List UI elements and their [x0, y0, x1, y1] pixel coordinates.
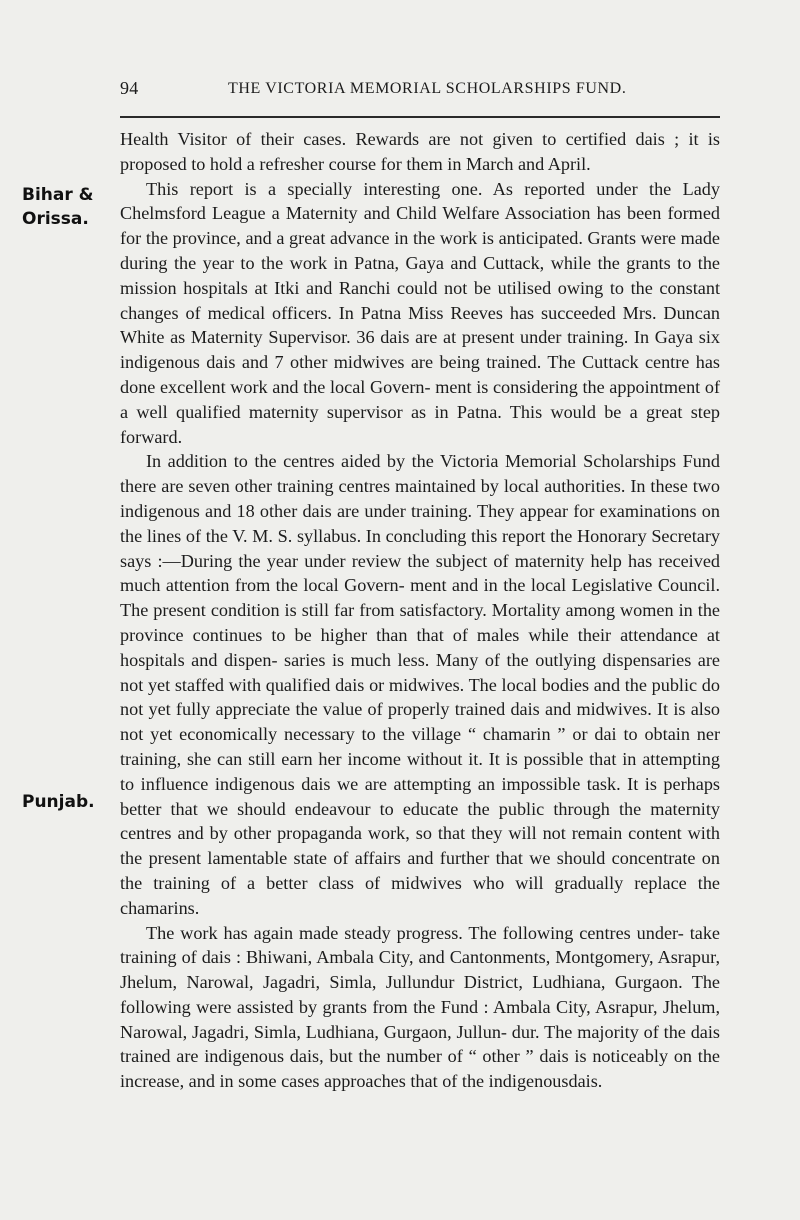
running-title: THE VICTORIA MEMORIAL SCHOLARSHIPS FUND.: [228, 80, 627, 97]
body-text: [120, 127, 720, 1094]
paragraph-continuation: Health Visitor of their cases. Rewards are not given to certified dais ; it is proposed to hold a refresher course for them in March and April.: [120, 129, 720, 174]
margin-note-punjab: Punjab.: [22, 792, 95, 812]
margin-note-orissa: Orissa.: [22, 209, 89, 229]
page-number: 94: [120, 78, 139, 98]
paragraph-bihar-orissa: This report is a specially interesting one. As reported under the Lady Chelmsford League a Maternity and Child Welfare Association has been formed for the province, and a great advance in the work is anticipated. Grants were made during the year to the work in Patna, Gaya and Cuttack, while the grants to the mission hospitals at Itki and Ranchi could not be utilised owing to the constant changes of medical officers. In Patna Miss Reeves has succeeded Mrs. Duncan White as Maternity Supervisor. 36 dais are at present under training. In Gaya six indigenous dais and 7 other midwives are being trained. The Cuttack centre has done excellent work and the local Govern- ment is considering the appointment of a well qualified maternity supervisor as in Patna. This would be a great step forward.: [120, 178, 720, 447]
header-rule: [120, 116, 720, 118]
margin-note-bihar: Bihar &: [22, 185, 94, 205]
paragraph-training-centres: In addition to the centres aided by the Victoria Memorial Scholarships Fund there are seven other training centres maintained by local authorities. In these two indigenous and 18 other dais are under training. They appear for examinations on the lines of the V. M. S. syllabus. In concluding this report the Honorary Secretary says :—During the year under review the subject of maternity help has received much attention from the local Govern- ment and in the local Legislative Council. The present condition is still far from satisfactory. Mortality among women in the province continues to be higher than that of males while their attendance at hospitals and dispen- saries is much less. Many of the outlying dispensaries are not yet staffed with qualified dais or midwives. The local bodies and the public do not yet fully appreciate the value of properly trained dais and midwives. It is also not yet economically necessary to the village “ chamarin ” or dai to obtain ner training, she can still earn her income without it. It is possible that in attempting to influence indigenous dais we are attempting an impossible task. It is perhaps better that we should endeavour to educate the public through the maternity centres and by other propaganda work, so that they will not remain content with the present lamentable state of affairs and further that we should concentrate on the training of a better class of midwives who will gradually replace the chamarins.: [120, 451, 720, 918]
paragraph-punjab: The work has again made steady progress. The following centres under- take training of dais : Bhiwani, Ambala City, and Cantonments, Montgomery, Asrapur, Jhelum, Narowal, Jagadri, Simla, Jullundur District, Ludhiana, Gurgaon. The following were assisted by grants from the Fund : Ambala City, Asrapur, Jhelum, Narowal, Jagadri, Simla, Ludhiana, Gurgaon, Jullun- dur. The majority of the dais trained are indigenous dais, but the number of “ other ” dais is noticeably on the increase, and in some cases approaches that of the indigenousdais.: [120, 922, 720, 1092]
